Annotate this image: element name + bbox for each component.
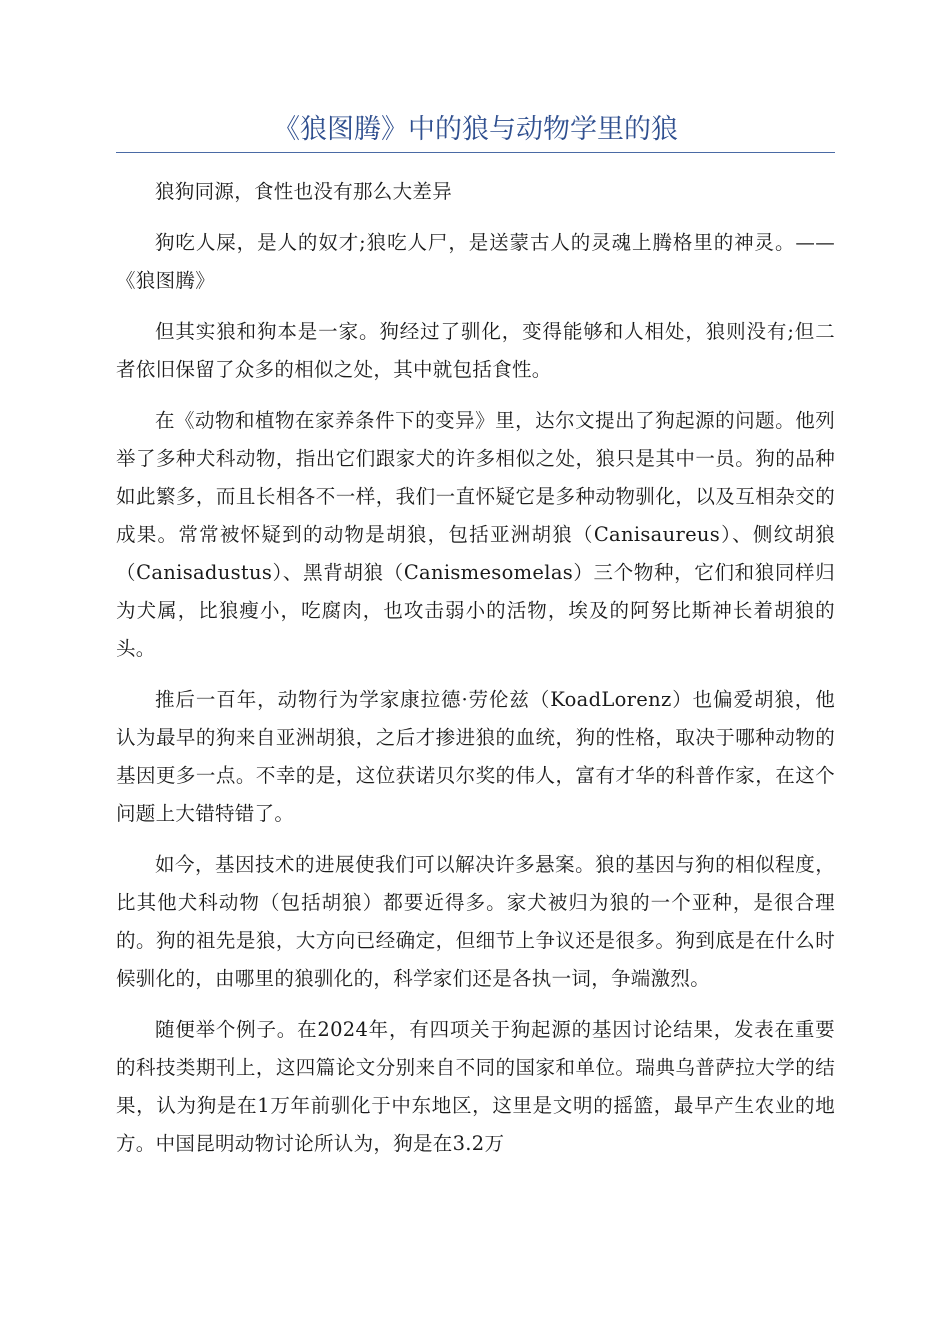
paragraph: 狼狗同源，食性也没有那么大差异 (155, 180, 453, 203)
paragraph: 狗吃人屎，是人的奴才;狼吃人尸，是送蒙古人的灵魂上腾格里的神灵。——《狼图腾》 (116, 231, 835, 292)
document-body (116, 173, 835, 1163)
paragraph: 随便举个例子。在2024年，有四项关于狗起源的基因讨论结果，发表在重要的科技类期刊上，这四篇论文分别来自不同的国家和单位。瑞典乌普萨拉大学的结果，认为狗是在1万年前驯化于中东地区，这里是文明的摇篮，最早产生农业的地方。中国昆明动物讨论所认为，狗是在3.2万 (116, 1018, 835, 1155)
paragraph: 如今，基因技术的进展使我们可以解决许多悬案。狼的基因与狗的相似程度，比其他犬科动物（包括胡狼）都要近得多。家犬被归为狼的一个亚种，是很合理的。狗的祖先是狼，大方向已经确定，但细节上争议还是很多。狗到底是在什么时候驯化的，由哪里的狼驯化的，科学家们还是各执一词，争端激烈。 (116, 853, 835, 990)
paragraph: 推后一百年，动物行为学家康拉德·劳伦兹（KoadLorenz）也偏爱胡狼，他认为最早的狗来自亚洲胡狼，之后才掺进狼的血统，狗的性格，取决于哪种动物的基因更多一点。不幸的是，这位获诺贝尔奖的伟人，富有才华的科普作家，在这个问题上大错特错了。 (116, 688, 835, 825)
document-page (116, 110, 835, 1176)
document-title: 《狼图腾》中的狼与动物学里的狼 (116, 110, 835, 153)
paragraph: 但其实狼和狗本是一家。狗经过了驯化，变得能够和人相处，狼则没有;但二者依旧保留了众多的相似之处，其中就包括食性。 (116, 320, 835, 381)
paragraph: 在《动物和植物在家养条件下的变异》里，达尔文提出了狗起源的问题。他列举了多种犬科动物，指出它们跟家犬的许多相似之处，狼只是其中一员。狗的品种如此繁多，而且长相各不一样，我们一直怀疑它是多种动物驯化，以及互相杂交的成果。常常被怀疑到的动物是胡狼，包括亚洲胡狼（Canisaureus）、侧纹胡狼（Canisadustus）、黑背胡狼（Canismesomelas）三个物种，它们和狼同样归为犬属，比狼瘦小，吃腐肉，也攻击弱小的活物，埃及的阿努比斯神长着胡狼的头。 (116, 409, 835, 660)
